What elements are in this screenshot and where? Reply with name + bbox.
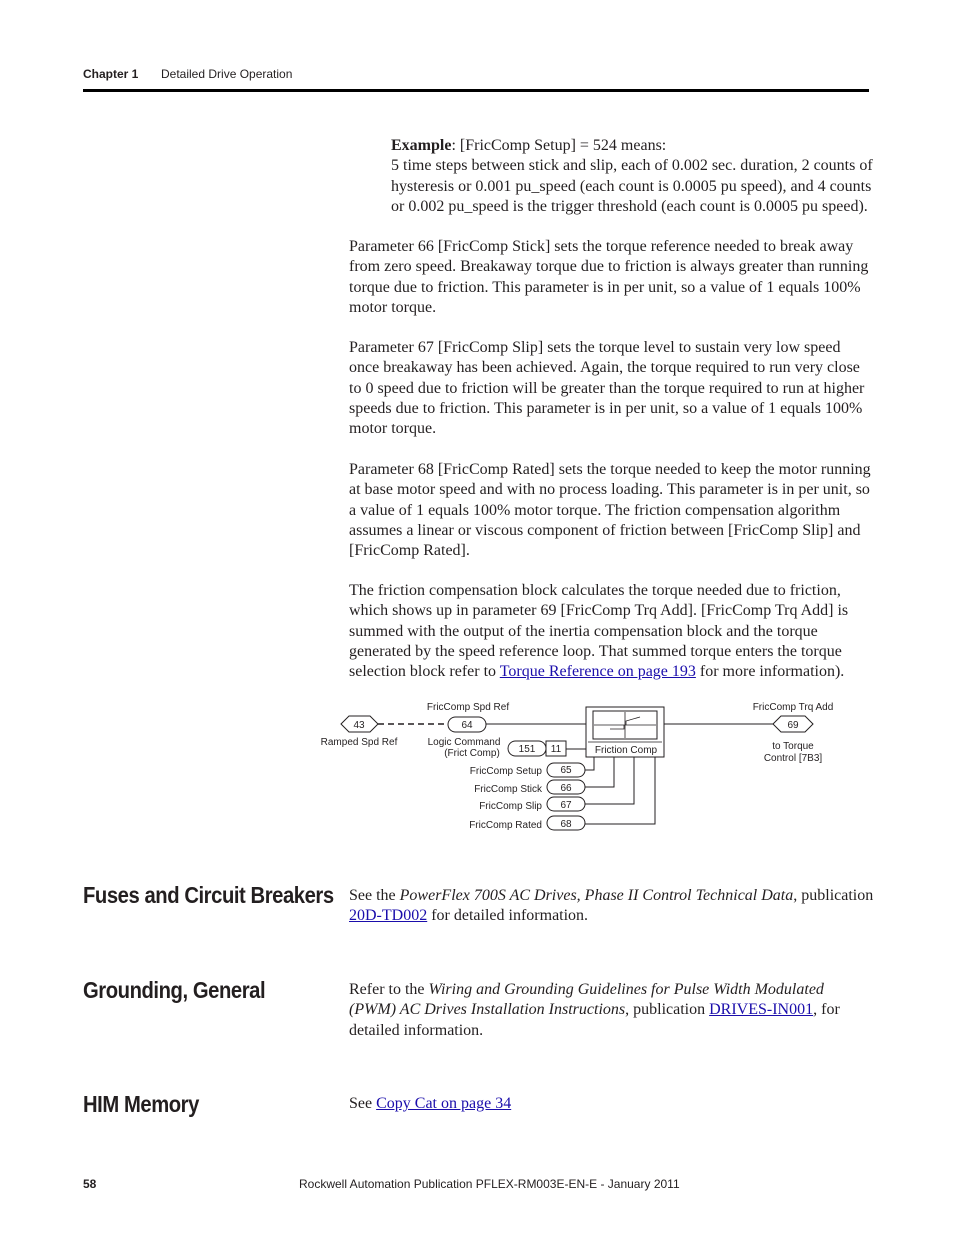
fuses-body — [349, 886, 874, 927]
paragraph-friction-block — [349, 581, 874, 682]
example-heading — [391, 136, 877, 156]
grounding-pre: Refer to the — [349, 981, 429, 998]
param-69-number: 69 — [787, 720, 799, 731]
slip-connector — [585, 757, 634, 804]
copy-cat-link[interactable]: Copy Cat on page 34 — [376, 1095, 512, 1112]
param-64-number: 64 — [461, 720, 473, 731]
stick-connector — [585, 757, 614, 787]
paragraph-fricc-slip: Parameter 67 [FricComp Slip] sets the torque level to sustain very low speed once breakaway has been achieved. Again, the torque required to run very close to 0 speed due to friction will be greater than the torque required to run at higher speeds due to friction. This parameter is in per unit, so a value of 1 equals 100% motor torque. — [349, 339, 865, 438]
grounding-post: , for detailed information. — [349, 1001, 840, 1039]
param-151-number: 151 — [518, 744, 536, 755]
header-rule — [83, 89, 869, 92]
torque-control-label: Control [7B3] — [763, 753, 823, 764]
torque-reference-link[interactable]: Torque Reference on page 193 — [499, 663, 696, 681]
paragraph-friction-tail: for more information). — [695, 663, 845, 681]
example-label: Example — [391, 137, 452, 154]
param-68-number: 68 — [560, 819, 572, 830]
fuses-pre: See the — [349, 887, 400, 904]
fuses-heading: Fuses and Circuit Breakers — [83, 882, 334, 908]
grounding-doc-title: Wiring and Grounding Guidelines for Pulse Width Modulated (PWM) AC Drives Installation Instructions — [349, 981, 824, 1019]
paragraph-fricc-stick: Parameter 66 [FricComp Stick] sets the torque reference needed to break away from zero speed. Breakaway torque due to friction is always greater than running torque due to friction. This parameter is in per unit, so a value of 1 equals 100% motor torque. — [349, 238, 869, 316]
him-memory-heading: HIM Memory — [83, 1091, 199, 1117]
grounding-publication-link[interactable]: DRIVES-IN001 — [709, 1001, 814, 1019]
frict-comp-sublabel: (Frict Comp) — [444, 748, 500, 759]
fc-trq-add-label: FricComp Trq Add — [752, 702, 834, 713]
grounding-body — [349, 980, 874, 1041]
fc-setup-label: FricComp Setup — [469, 766, 542, 777]
paragraph-fricc-rated: Parameter 68 [FricComp Rated] sets the torque needed to keep the motor running at base motor speed and with no process loading. This parameter is in per unit, so a value of 1 equals 100% motor torque. The friction compensation algorithm assumes a linear or viscous component of friction between [FricComp Slip] and [FricComp Rated]. — [349, 461, 871, 560]
rated-connector — [585, 757, 655, 824]
param-65-number: 65 — [560, 765, 572, 776]
grounding-heading: Grounding, General — [83, 977, 266, 1003]
chapter-title: Detailed Drive Operation — [161, 67, 293, 81]
fuses-mid: , publication — [793, 887, 874, 904]
him-memory-body — [349, 1094, 874, 1114]
paragraph-friction-text: The friction compensation block calculates the torque needed due to friction, which shows up in parameter 69 [FricComp Trq Add]. [FricComp Trq Add] is summed with the output of the inertia compensation block and the torque generated by the speed reference loop. That summed torque enters the torque selection block refer to — [349, 582, 849, 681]
friction-comp-diagram — [300, 695, 860, 840]
fc-rated-label: FricComp Rated — [469, 820, 542, 831]
fuses-doc-title: PowerFlex 700S AC Drives, Phase II Control Technical Data — [399, 887, 794, 904]
param-43-number: 43 — [353, 720, 365, 731]
example-block — [391, 136, 877, 217]
fc-spd-ref-label: FricComp Spd Ref — [426, 702, 510, 713]
friction-comp-block-label: Friction Comp — [594, 745, 658, 756]
fuses-post: for detailed information. — [427, 907, 589, 925]
logic-command-label: Logic Command — [427, 737, 501, 748]
param-67-number: 67 — [560, 800, 572, 811]
fc-stick-label: FricComp Stick — [474, 784, 542, 795]
to-torque-label: to Torque — [772, 741, 814, 752]
him-pre: See — [349, 1095, 377, 1112]
publication-footer: Rockwell Automation Publication PFLEX-RM003E-EN-E - January 2011 — [299, 1177, 680, 1191]
grounding-mid: , publication — [625, 1001, 710, 1019]
fc-slip-label: FricComp Slip — [479, 801, 542, 812]
chapter-label: Chapter 1 — [83, 67, 139, 81]
ramped-spd-ref-label: Ramped Spd Ref — [320, 737, 398, 748]
page-number: 58 — [83, 1177, 97, 1191]
bit-11-number: 11 — [550, 744, 562, 755]
fuses-publication-link[interactable]: 20D-TD002 — [349, 907, 428, 925]
example-text: : [FricComp Setup] = 524 means: — [451, 137, 667, 154]
setup-connector — [585, 757, 594, 770]
param-66-number: 66 — [560, 783, 572, 794]
example-detail: 5 time steps between stick and slip, each of 0.002 sec. duration, 2 counts of hysteresis or 0.001 pu_speed (each count is 0.0005 pu speed), and 4 counts or 0.002 pu_speed is the trigger threshold (each count is 0.0005 pu speed). — [391, 157, 873, 215]
